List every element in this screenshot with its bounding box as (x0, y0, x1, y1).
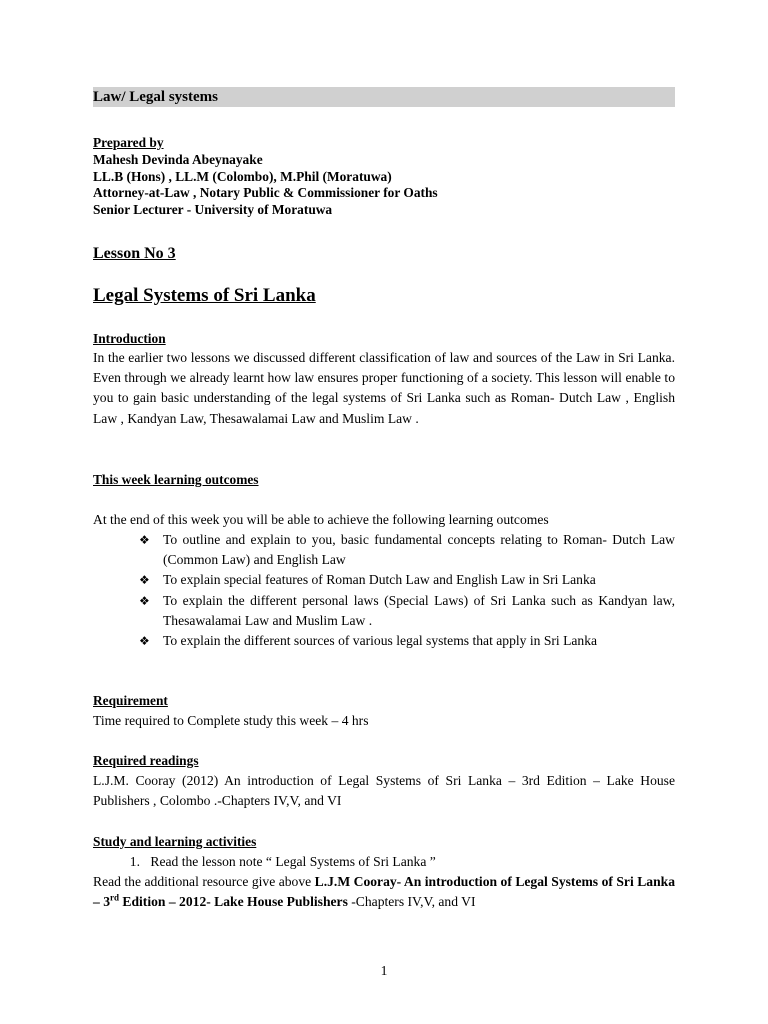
required-readings-text: L.J.M. Cooray (2012) An introduction of Legal Systems of Sri Lanka – 3rd Edition – Lake House Publishers , Colombo .-Chapters IV,V, and VI (93, 773, 675, 809)
document-header-title: Law/ Legal systems (93, 89, 218, 105)
list-item-text: To outline and explain to you, basic fundamental concepts relating to Roman- Dutch Law (Common Law) and English Law (163, 532, 675, 568)
additional-resource-superscript: rd (110, 892, 119, 903)
list-item (93, 591, 675, 631)
requirement-text: Time required to Complete study this week – 4 hrs (93, 713, 369, 728)
page-number: 1 (380, 963, 388, 978)
introduction-heading: Introduction (93, 331, 166, 346)
list-item-text: To explain the different sources of various legal systems that apply in Sri Lanka (163, 633, 598, 649)
additional-resource-prefix: Read the additional resource give above (93, 874, 315, 889)
additional-resource-title-a: L.J.M Cooray- An introduction of Legal Systems of Sri Lanka – 3 (93, 874, 675, 910)
additional-resource-suffix: -Chapters IV,V, and VI (347, 894, 476, 910)
study-activities-heading: Study and learning activities (93, 834, 257, 849)
author-degrees: LL.B (Hons) , LL.M (Colombo), M.Phil (Moratuwa) (93, 168, 392, 184)
learning-outcomes-intro: At the end of this week you will be able to achieve the following learning outcomes (93, 512, 549, 527)
requirement-heading: Requirement (93, 693, 168, 708)
list-item-text: To explain special features of Roman Dutch Law and English Law in Sri Lanka (163, 572, 596, 588)
diamond-bullet-icon: ❖ (139, 593, 150, 608)
author-titles: Attorney-at-Law , Notary Public & Commissioner for Oaths (93, 185, 438, 201)
required-readings-heading: Required readings (93, 753, 199, 768)
author-position: Senior Lecturer - University of Moratuwa (93, 202, 333, 218)
list-item (93, 570, 675, 590)
diamond-bullet-icon: ❖ (139, 573, 150, 588)
author-name: Mahesh Devinda Abeynayake (93, 151, 263, 167)
activity-item (93, 852, 436, 872)
lesson-title: Legal Systems of Sri Lanka (93, 285, 316, 306)
additional-resource-paragraph (93, 872, 675, 912)
activity-item-text: Read the lesson note “ Legal Systems of Sri Lanka ” (150, 854, 436, 869)
learning-outcomes-heading: This week learning outcomes (93, 472, 259, 487)
list-item (93, 631, 675, 651)
prepared-by-label: Prepared by (93, 135, 164, 150)
author-block (93, 135, 675, 219)
introduction-paragraph: In the earlier two lessons we discussed different classification of law and sources of the Law in Sri Lanka. Even through we already learnt how law ensures proper functioning of a society. This lesson will enable to you to gain basic understanding of the legal systems of Sri Lanka such as Roman- Dutch Law , English Law , Kandyan Law, Thesawalamai Law and Muslim Law . (93, 350, 675, 426)
diamond-bullet-icon: ❖ (139, 533, 150, 547)
learning-outcomes-list (93, 530, 675, 651)
list-item-text: To explain the different personal laws (Special Laws) of Sri Lanka such as Kandyan law, Thesawalamai Law and Muslim Law . (163, 592, 675, 628)
list-item (93, 530, 675, 570)
lesson-number: Lesson No 3 (93, 245, 176, 262)
additional-resource-title-b: Edition – 2012- Lake House Publishers (119, 894, 348, 910)
activity-item-number: 1. (129, 854, 140, 869)
diamond-bullet-icon: ❖ (139, 634, 150, 649)
